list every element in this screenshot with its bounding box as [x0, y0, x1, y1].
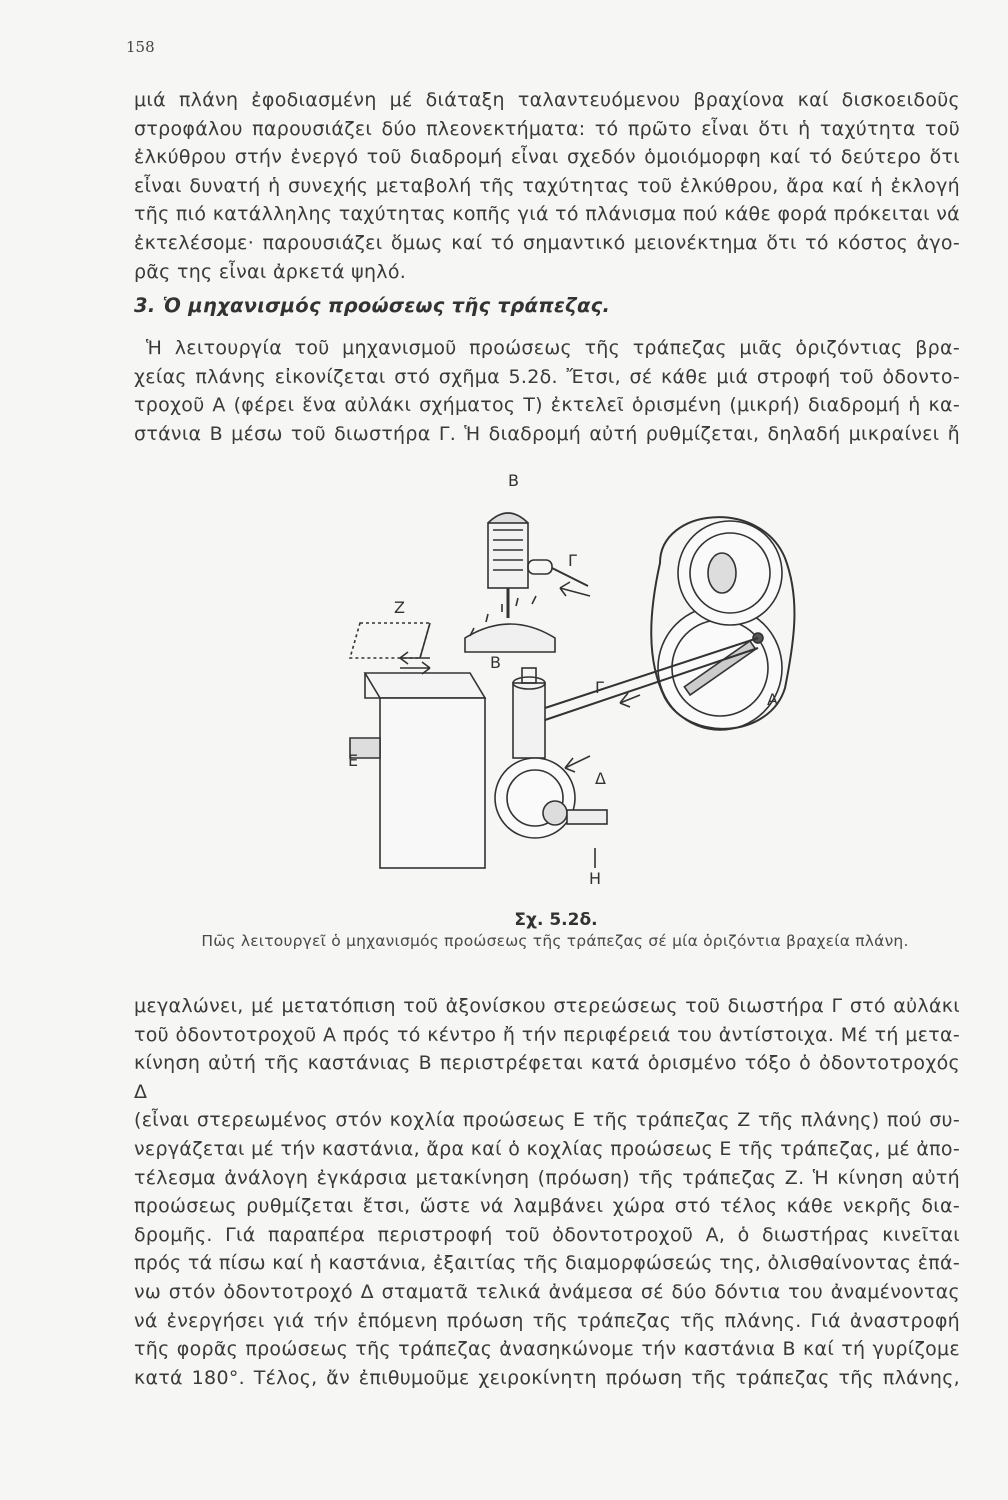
gear-d [495, 758, 607, 838]
text-line: προώσεως ρυθμίζεται ἔτσι, ὥστε νά λαμβάνει χώρα στό τέλος κάθε νεκρῆς δια- [134, 1195, 960, 1218]
paragraph-1 [134, 86, 960, 286]
label-e: Ε [348, 751, 359, 770]
label-d: Δ [595, 769, 606, 788]
text-line: τοῦ ὀδοντοτροχοῦ Α πρός τό κέντρο ἤ τήν περιφέρειά του ἀντίστοιχα. Μέ τή μετα- [134, 1023, 960, 1046]
text-line: ἐκτελέσομε· παρουσιάζει ὅμως καί τό σημαντικό μειονέκτημα ὅτι τό κόστος ἀγο- [134, 231, 960, 254]
text-line: μεγαλώνει, μέ μετατόπιση τοῦ ἀξονίσκου στερεώσεως τοῦ διωστήρα Γ στό αὐλάκι [134, 995, 960, 1017]
text-line: τέλεσμα ἀνάλογη ἐγκάρσια μετακίνηση (πρόωση) τῆς τράπεζας Ζ. Ἡ κίνηση αὐτή [134, 1166, 960, 1189]
text-line: ἐλκύθρου στήν ἐνεργό τοῦ διαδρομή εἶναι σχεδόν ὁμοιόμορφη καί τό δεύτερο ὅτι [134, 146, 960, 169]
label-z: Z [394, 598, 405, 617]
text-line: στροφάλου παρουσιάζει δύο πλεονεκτήματα: τό πρῶτο εἶναι ὅτι ἡ ταχύτητα τοῦ [134, 117, 960, 140]
text-line: μιά πλάνη ἐφοδιασμένη μέ διάταξη ταλαντευόμενου βραχίονα καί δισκοειδοῦς [134, 89, 960, 111]
label-a: A [767, 690, 778, 709]
text-line: τῆς φορᾶς προώσεως τῆς τράπεζας ἀνασηκώνομε τήν καστάνια Β καί τή γυρίζομε [134, 1338, 960, 1361]
text-line: κίνηση αὐτή τῆς καστάνιας Β περιστρέφεται κατά ὁρισμένο τόξο ὁ ὀδοντοτροχός Δ [134, 1052, 960, 1103]
paragraph-3 [134, 992, 960, 1392]
column-block [350, 652, 485, 868]
gear-upper [678, 521, 782, 625]
text-line: πρός τά πίσω καί ἡ καστάνια, ἐξαιτίας τῆς διαμορφώσεώς της, ὀλισθαίνοντας ἐπά- [134, 1252, 960, 1275]
label-h: H [589, 869, 602, 888]
label-b: B [508, 471, 519, 490]
pawl-b-lower [513, 668, 545, 758]
text-line: ρᾶς της εἶναι ἀρκετά ψηλό. [134, 260, 407, 283]
label-b2: B [490, 653, 501, 672]
text-line: τῆς πιό κατάλληλης ταχύτητας κοπῆς γιά τό πλάνισμα πού κάθε φορά πρόκειται νά [134, 203, 960, 226]
text-line: νεργάζεται μέ τήν καστάνια, ἄρα καί ὁ κοχλίας προώσεως Ε τῆς τράπεζας, μέ ἀπο- [134, 1137, 960, 1160]
text-line: εἶναι δυνατή ἡ συνεχής μεταβολή τῆς ταχύτητας τοῦ ἐλκύθρου, ἄρα καί ἡ ἐκλογή [134, 174, 960, 197]
text-line: νω στόν ὀδοντοτροχό Δ σταματᾶ τελικά ἀνάμεσα σέ δύο δόντια του ἀναμένοντας [134, 1280, 960, 1303]
feed-mechanism-figure [330, 468, 810, 888]
label-g: Γ [568, 551, 577, 570]
page-number: 158 [126, 38, 155, 56]
text-line: τροχοῦ Α (φέρει ἕνα αὐλάκι σχήματος Τ) ἐκτελεῖ ὁρισμένη (μικρή) διαδρομή ἡ κα- [134, 394, 960, 417]
text-line: Ἡ λειτουργία τοῦ μηχανισμοῦ προώσεως τῆς τράπεζας μιᾶς ὁριζόντιας βρα- [146, 337, 960, 359]
figure-caption: Πῶς λειτουργεῖ ὁ μηχανισμός προώσεως τῆς τράπεζας σέ μία ὁριζόντια βραχεία πλάνη. [201, 932, 909, 950]
text-line: χείας πλάνης εἰκονίζεται στό σχῆμα 5.2δ. Ἔτσι, σέ κάθε μιά στροφή τοῦ ὀδοντο- [134, 365, 960, 388]
label-g2: Γ [595, 678, 604, 697]
figure-number: Σχ. 5.2δ. [514, 910, 598, 930]
section-heading: 3. Ὁ μηχανισμός προώσεως τῆς τράπεζας. [134, 294, 611, 317]
text-line: στάνια Β μέσω τοῦ διωστήρα Γ. Ἡ διαδρομή αὐτή ρυθμίζεται, δηλαδή μικραίνει ἤ [134, 422, 960, 445]
text-line: νά ἐνεργήσει γιά τήν ἑπόμενη πρόωση τῆς τράπεζας τῆς πλάνης. Γιά ἀναστροφή [134, 1309, 960, 1332]
text-line: (εἶναι στερεωμένος στόν κοχλία προώσεως Ε τῆς τράπεζας Ζ τῆς πλάνης) πού συ- [134, 1109, 960, 1132]
text-line: δρομῆς. Γιά παραπέρα περιστροφή τοῦ ὀδοντοτροχοῦ Α, ὁ διωστήρας κινεῖται [134, 1223, 960, 1246]
text-line: κατά 180°. Τέλος, ἄν ἐπιθυμοῦμε χειροκίνητη πρόωση τῆς τράπεζας τῆς πλάνης, [134, 1366, 960, 1389]
paragraph-2 [134, 334, 960, 448]
